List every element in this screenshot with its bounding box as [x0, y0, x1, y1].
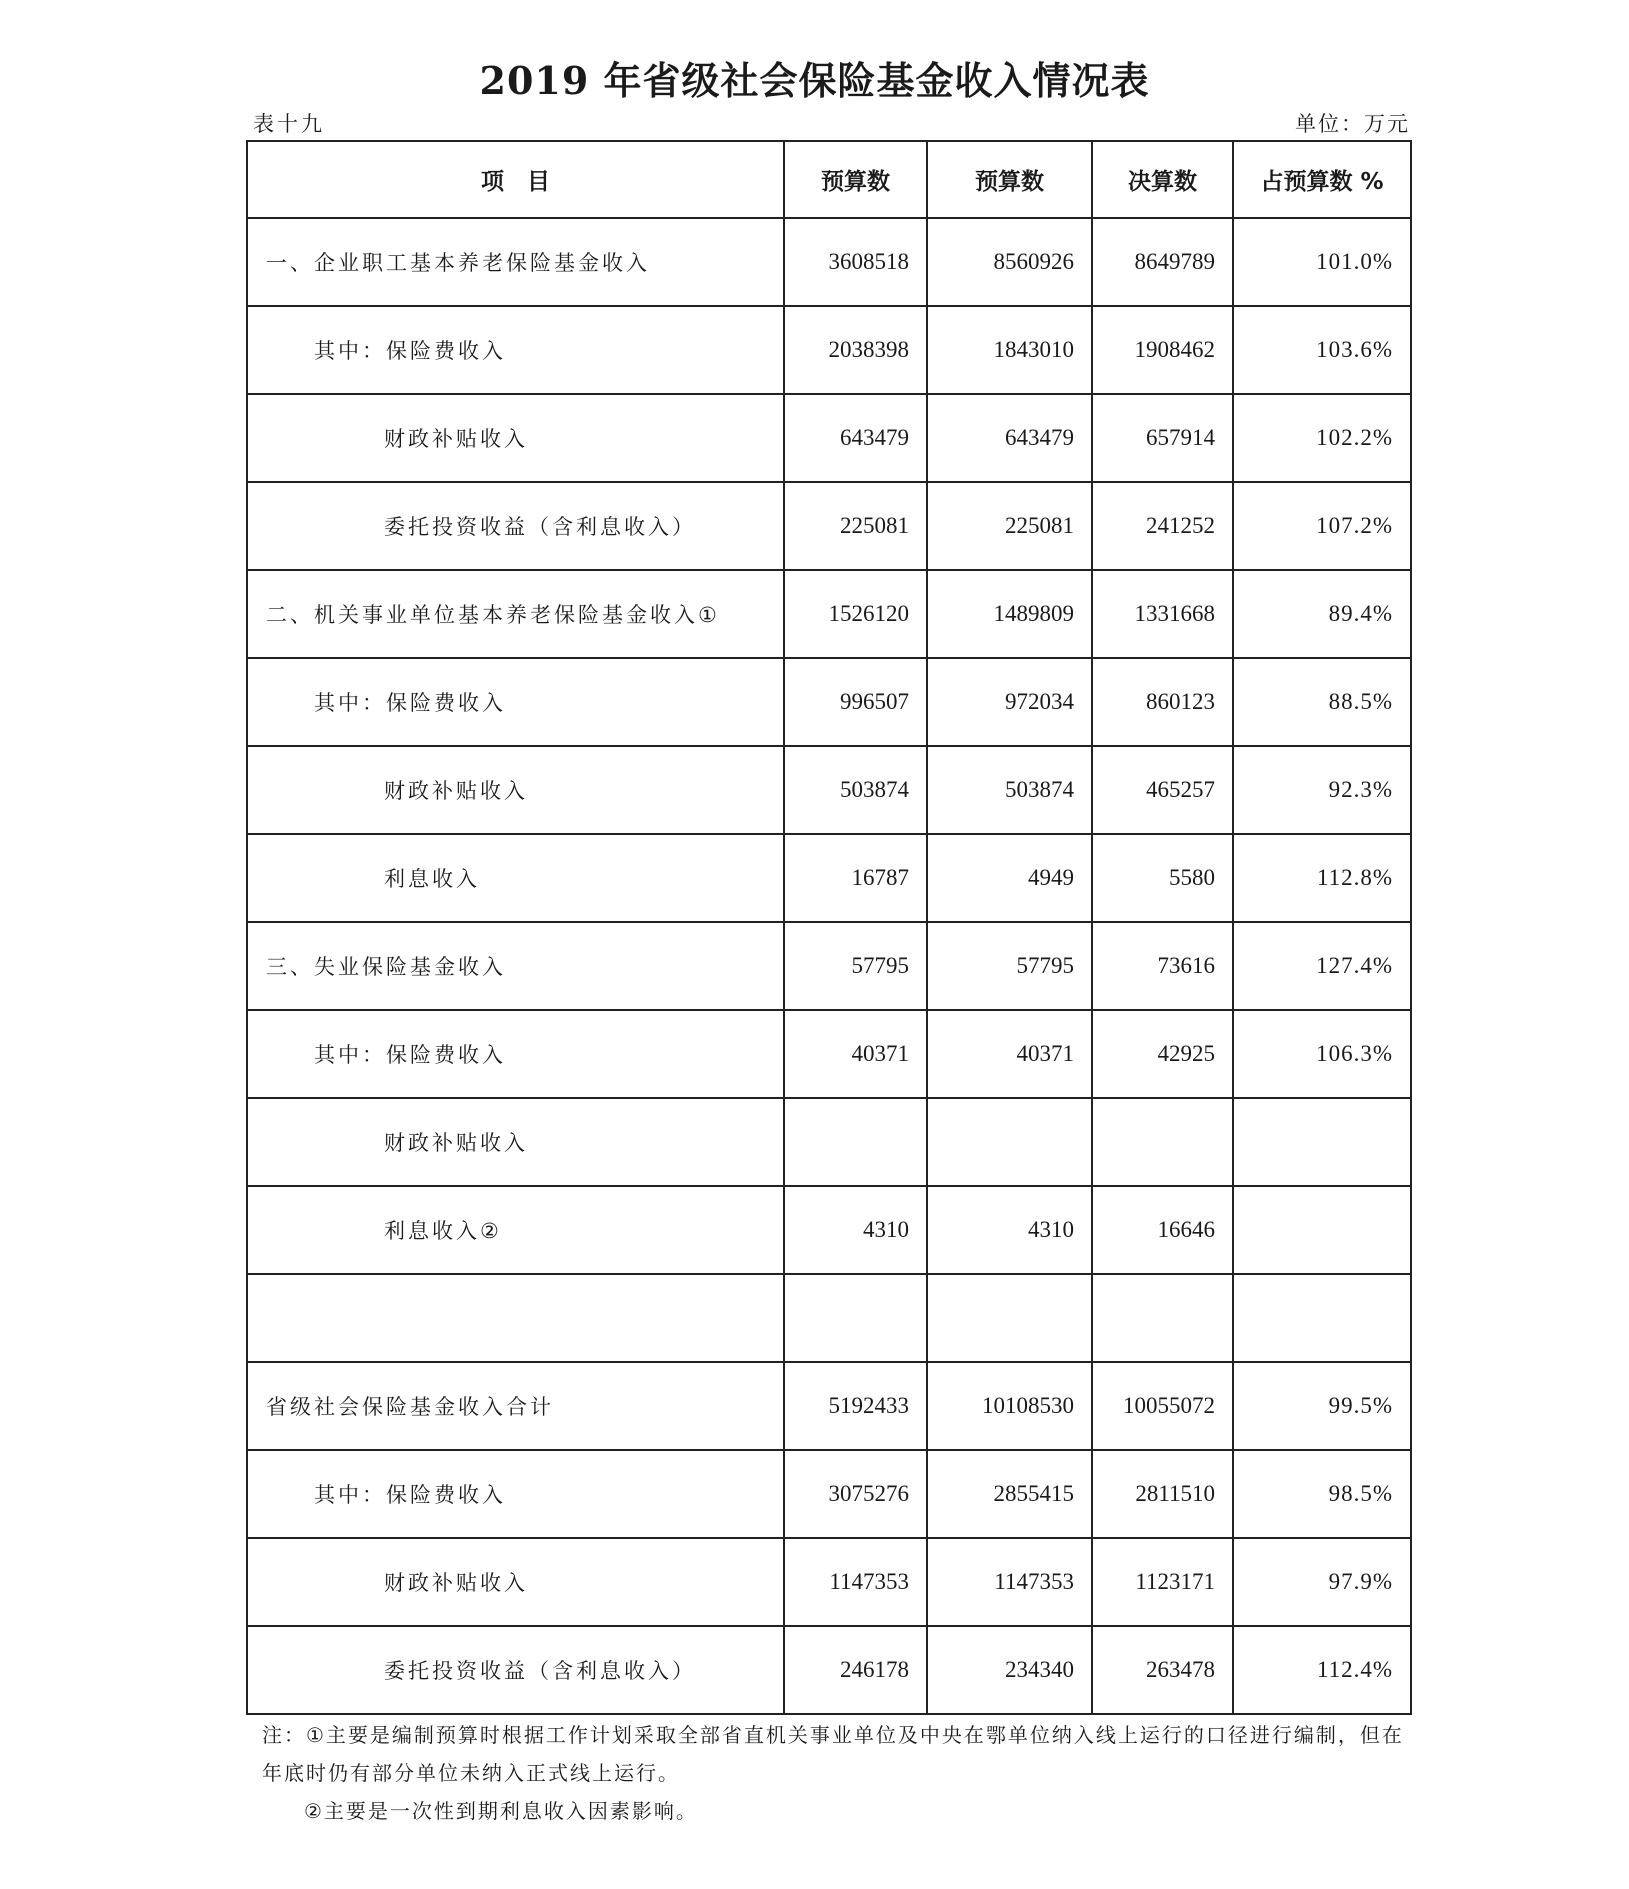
cell-budget-1: 225081: [784, 482, 927, 570]
cell-percent: 127.4%: [1233, 922, 1411, 1010]
table-body: [247, 218, 1411, 1714]
cell-budget-2: 8560926: [927, 218, 1092, 306]
cell-item: 其中：保险费收入: [247, 306, 784, 394]
cell-final: 8649789: [1092, 218, 1233, 306]
cell-budget-1: 5192433: [784, 1362, 927, 1450]
cell-final: 16646: [1092, 1186, 1233, 1274]
table-row: [247, 658, 1411, 746]
cell-budget-2: 234340: [927, 1626, 1092, 1714]
page-title: 2019 年省级社会保险基金收入情况表: [479, 58, 1150, 103]
table-row: [247, 1098, 1411, 1186]
cell-item: 三、失业保险基金收入: [247, 922, 784, 1010]
table-row: [247, 1626, 1411, 1714]
table-row: [247, 570, 1411, 658]
header-budget-2: 预算数: [927, 141, 1092, 218]
footnote-2: ②主要是一次性到期利息收入因素影响。: [304, 1799, 698, 1823]
cell-percent: 107.2%: [1233, 482, 1411, 570]
cell-budget-1: 4310: [784, 1186, 927, 1274]
cell-final: 1331668: [1092, 570, 1233, 658]
cell-item: 其中：保险费收入: [247, 658, 784, 746]
cell-percent: 102.2%: [1233, 394, 1411, 482]
cell-budget-2: 503874: [927, 746, 1092, 834]
table-row: [247, 1450, 1411, 1538]
header-percent: 占预算数 %: [1233, 141, 1411, 218]
cell-budget-1: 57795: [784, 922, 927, 1010]
cell-budget-1: 246178: [784, 1626, 927, 1714]
footnote-1: 注：①主要是编制预算时根据工作计划采取全部省直机关事业单位及中央在鄂单位纳入线上运行的口径进行编制，但在年底时仍有部分单位未纳入正式线上运行。: [262, 1723, 1404, 1785]
header-final: 决算数: [1092, 141, 1233, 218]
cell-final: 5580: [1092, 834, 1233, 922]
cell-budget-2: [927, 1098, 1092, 1186]
cell-budget-2: 4949: [927, 834, 1092, 922]
cell-final: [1092, 1274, 1233, 1362]
table-row: [247, 1010, 1411, 1098]
cell-item: 委托投资收益（含利息收入）: [247, 482, 784, 570]
cell-budget-2: 225081: [927, 482, 1092, 570]
cell-item: 省级社会保险基金收入合计: [247, 1362, 784, 1450]
cell-item: 利息收入②: [247, 1186, 784, 1274]
cell-final: 2811510: [1092, 1450, 1233, 1538]
header-item: 项 目: [247, 141, 784, 218]
cell-item: 财政补贴收入: [247, 1538, 784, 1626]
footnotes: [262, 1716, 1412, 1830]
table-row: [247, 482, 1411, 570]
table-header-row: [247, 141, 1411, 218]
cell-budget-1: 1526120: [784, 570, 927, 658]
cell-percent: [1233, 1274, 1411, 1362]
cell-item: 其中：保险费收入: [247, 1010, 784, 1098]
cell-percent: [1233, 1186, 1411, 1274]
cell-budget-1: 3075276: [784, 1450, 927, 1538]
cell-budget-2: 1843010: [927, 306, 1092, 394]
table-row: [247, 1274, 1411, 1362]
cell-budget-2: 10108530: [927, 1362, 1092, 1450]
income-table: [246, 140, 1412, 1715]
cell-final: 73616: [1092, 922, 1233, 1010]
cell-percent: 98.5%: [1233, 1450, 1411, 1538]
cell-percent: 106.3%: [1233, 1010, 1411, 1098]
table-row: [247, 922, 1411, 1010]
cell-final: 10055072: [1092, 1362, 1233, 1450]
cell-item: [247, 1274, 784, 1362]
cell-item: 其中：保险费收入: [247, 1450, 784, 1538]
unit-label: 单位：万元: [1295, 112, 1410, 136]
table-row: [247, 1538, 1411, 1626]
cell-budget-2: 2855415: [927, 1450, 1092, 1538]
cell-budget-1: 40371: [784, 1010, 927, 1098]
cell-budget-1: 503874: [784, 746, 927, 834]
table-row: [247, 746, 1411, 834]
cell-final: 465257: [1092, 746, 1233, 834]
cell-budget-2: 57795: [927, 922, 1092, 1010]
cell-final: 860123: [1092, 658, 1233, 746]
table-row: [247, 1186, 1411, 1274]
cell-percent: [1233, 1098, 1411, 1186]
cell-budget-1: [784, 1274, 927, 1362]
cell-item: 财政补贴收入: [247, 394, 784, 482]
cell-percent: 92.3%: [1233, 746, 1411, 834]
cell-percent: 112.8%: [1233, 834, 1411, 922]
cell-final: 1908462: [1092, 306, 1233, 394]
table-row: [247, 834, 1411, 922]
cell-item: 二、机关事业单位基本养老保险基金收入①: [247, 570, 784, 658]
cell-budget-2: 972034: [927, 658, 1092, 746]
cell-percent: 99.5%: [1233, 1362, 1411, 1450]
table-row: [247, 306, 1411, 394]
cell-final: 657914: [1092, 394, 1233, 482]
cell-budget-2: 40371: [927, 1010, 1092, 1098]
table-row: [247, 1362, 1411, 1450]
cell-percent: 103.6%: [1233, 306, 1411, 394]
cell-item: 财政补贴收入: [247, 1098, 784, 1186]
table-row: [247, 218, 1411, 306]
cell-item: 委托投资收益（含利息收入）: [247, 1626, 784, 1714]
cell-budget-2: 4310: [927, 1186, 1092, 1274]
cell-percent: 88.5%: [1233, 658, 1411, 746]
cell-final: 263478: [1092, 1626, 1233, 1714]
cell-percent: 101.0%: [1233, 218, 1411, 306]
cell-budget-1: 643479: [784, 394, 927, 482]
cell-final: 42925: [1092, 1010, 1233, 1098]
cell-budget-1: 996507: [784, 658, 927, 746]
header-budget-1: 预算数: [784, 141, 927, 218]
cell-budget-1: 2038398: [784, 306, 927, 394]
cell-percent: 112.4%: [1233, 1626, 1411, 1714]
cell-item: 财政补贴收入: [247, 746, 784, 834]
table-row: [247, 394, 1411, 482]
cell-budget-1: 3608518: [784, 218, 927, 306]
cell-budget-1: 1147353: [784, 1538, 927, 1626]
cell-final: 1123171: [1092, 1538, 1233, 1626]
cell-final: 241252: [1092, 482, 1233, 570]
cell-budget-2: 1489809: [927, 570, 1092, 658]
cell-percent: 97.9%: [1233, 1538, 1411, 1626]
cell-budget-2: 643479: [927, 394, 1092, 482]
cell-item: 利息收入: [247, 834, 784, 922]
cell-final: [1092, 1098, 1233, 1186]
table-label: 表十九: [253, 112, 325, 136]
cell-budget-1: 16787: [784, 834, 927, 922]
cell-item: 一、企业职工基本养老保险基金收入: [247, 218, 784, 306]
cell-percent: 89.4%: [1233, 570, 1411, 658]
cell-budget-2: 1147353: [927, 1538, 1092, 1626]
cell-budget-1: [784, 1098, 927, 1186]
cell-budget-2: [927, 1274, 1092, 1362]
